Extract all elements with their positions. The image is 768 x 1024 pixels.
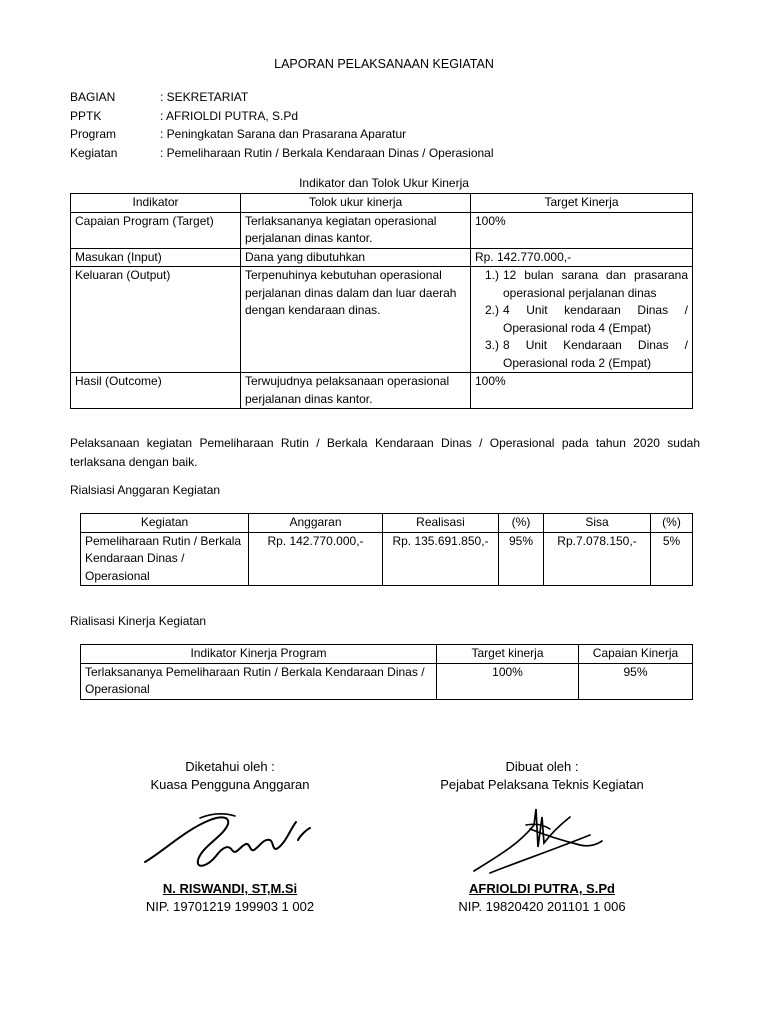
- header-cell: Indikator: [71, 194, 241, 213]
- tolok-cell: Terwujudnya pelaksanaan operasional perjalanan dinas kantor.: [241, 373, 471, 409]
- meta-row-pptk: [70, 107, 494, 126]
- indicator-table-caption: Indikator dan Tolok Ukur Kinerja: [299, 176, 469, 190]
- header-cell: Capaian Kinerja: [579, 645, 693, 664]
- list-number: 1.): [484, 268, 499, 282]
- target-cell: 100%: [437, 663, 579, 699]
- meta-value: : AFRIOLDI PUTRA, S.Pd: [160, 108, 299, 123]
- table-row: [71, 267, 693, 373]
- meta-value: : Pemeliharaan Rutin / Berkala Kendaraan Dinas / Operasional: [160, 145, 494, 160]
- signature-right-name: AFRIOLDI PUTRA, S.Pd: [469, 881, 615, 896]
- table-header-row: [81, 645, 693, 664]
- meta-key: Program: [70, 127, 117, 141]
- meta-row-bagian: [70, 88, 494, 107]
- table-row: [81, 532, 693, 586]
- target-cell: [471, 267, 693, 373]
- signature-left-icon: [140, 800, 320, 880]
- kegiatan-cell: Pemeliharaan Rutin / Berkala Kendaraan Dinas / Operasional: [81, 532, 249, 586]
- signature-right-header: [400, 758, 684, 794]
- sisa-cell: Rp.7.078.150,-: [544, 532, 651, 586]
- indikator-cell: Masukan (Input): [71, 248, 241, 267]
- document-title: LAPORAN PELAKSANAAN KEGIATAN: [274, 57, 494, 71]
- meta-key: BAGIAN: [70, 90, 116, 104]
- header-cell: Target kinerja: [437, 645, 579, 664]
- signature-left-nip: NIP. 19701219 199903 1 002: [145, 899, 315, 914]
- list-text: 4 Unit kendaraan Dinas / Operasional roda 4 (Empat): [503, 303, 688, 335]
- signature-left-footer: [110, 880, 350, 916]
- signature-right-line1: Dibuat oleh :: [505, 759, 579, 774]
- indikator-cell: Capaian Program (Target): [71, 212, 241, 248]
- header-cell: Target Kinerja: [471, 194, 693, 213]
- meta-block: [70, 88, 494, 162]
- meta-key: PPTK: [70, 108, 102, 123]
- signature-right-icon: [470, 795, 610, 880]
- list-item: [475, 302, 688, 337]
- list-text: 8 Unit Kendaraan Dinas / Operasional roda 2 (Empat): [503, 338, 688, 370]
- header-cell: (%): [651, 514, 693, 533]
- meta-value: : SEKRETARIAT: [160, 90, 249, 104]
- tolok-cell: Dana yang dibutuhkan: [241, 248, 471, 267]
- meta-value: : Peningkatan Sarana dan Prasarana Aparatur: [160, 127, 407, 141]
- list-item: [475, 267, 688, 302]
- table-header-row: [81, 514, 693, 533]
- target-list: [475, 267, 688, 372]
- header-cell: Sisa: [544, 514, 651, 533]
- percent-cell: 95%: [499, 532, 544, 586]
- header-cell: Anggaran: [249, 514, 383, 533]
- performance-table: [80, 644, 693, 700]
- target-cell: 100%: [471, 212, 693, 248]
- list-item: [475, 337, 688, 372]
- signature-left-header: [110, 758, 350, 794]
- indikator-cell: Keluaran (Output): [71, 267, 241, 373]
- table-header-row: [71, 194, 693, 213]
- list-number: 2.): [484, 303, 499, 317]
- meta-row-kegiatan: [70, 144, 494, 163]
- table-row: [81, 663, 693, 699]
- meta-key: Kegiatan: [70, 145, 118, 160]
- signature-right-footer: [400, 880, 684, 916]
- list-number: 3.): [484, 338, 499, 352]
- signature-left-name: N. RISWANDI, ST,M.Si: [162, 881, 298, 896]
- header-cell: Indikator Kinerja Program: [81, 645, 437, 664]
- target-cell: Rp. 142.770.000,-: [471, 248, 693, 267]
- signature-right-nip: NIP. 19820420 201101 1 006: [458, 899, 626, 914]
- meta-row-program: [70, 125, 494, 144]
- percent-cell: 5%: [651, 532, 693, 586]
- header-cell: Tolok ukur kinerja: [241, 194, 471, 213]
- realisasi-cell: Rp. 135.691.850,-: [383, 532, 499, 586]
- performance-heading: Rialisasi Kinerja Kegiatan: [70, 614, 207, 628]
- anggaran-cell: Rp. 142.770.000,-: [249, 532, 383, 586]
- indikator-cell: Terlaksananya Pemeliharaan Rutin / Berkala Kendaraan Dinas / Operasional: [81, 663, 437, 699]
- signature-right-line2: Pejabat Pelaksana Teknis Kegiatan: [440, 777, 644, 792]
- tolok-cell: Terlaksananya kegiatan operasional perjalanan dinas kantor.: [241, 212, 471, 248]
- budget-heading: Rialsiasi Anggaran Kegiatan: [70, 483, 221, 497]
- header-cell: Realisasi: [383, 514, 499, 533]
- target-cell: 100%: [471, 373, 693, 409]
- capaian-cell: 95%: [579, 663, 693, 699]
- header-cell: (%): [499, 514, 544, 533]
- budget-table: [80, 513, 693, 586]
- table-row: [71, 212, 693, 248]
- indikator-cell: Hasil (Outcome): [71, 373, 241, 409]
- summary-paragraph: Pelaksanaan kegiatan Pemeliharaan Rutin / Berkala Kendaraan Dinas / Operasional pada tahun 2020 sudah terlaksana dengan baik.: [70, 436, 700, 469]
- indicator-table: [70, 193, 693, 409]
- table-row: [71, 373, 693, 409]
- table-row: [71, 248, 693, 267]
- tolok-cell: Terpenuhinya kebutuhan operasional perjalanan dinas dalam dan luar daerah dengan kendaraan dinas.: [241, 267, 471, 373]
- list-text: 12 bulan sarana dan prasarana operasional perjalanan dinas: [503, 268, 688, 300]
- header-cell: Kegiatan: [81, 514, 249, 533]
- signature-left-line1: Diketahui oleh :: [185, 759, 275, 774]
- signature-left-line2: Kuasa Pengguna Anggaran: [150, 777, 310, 792]
